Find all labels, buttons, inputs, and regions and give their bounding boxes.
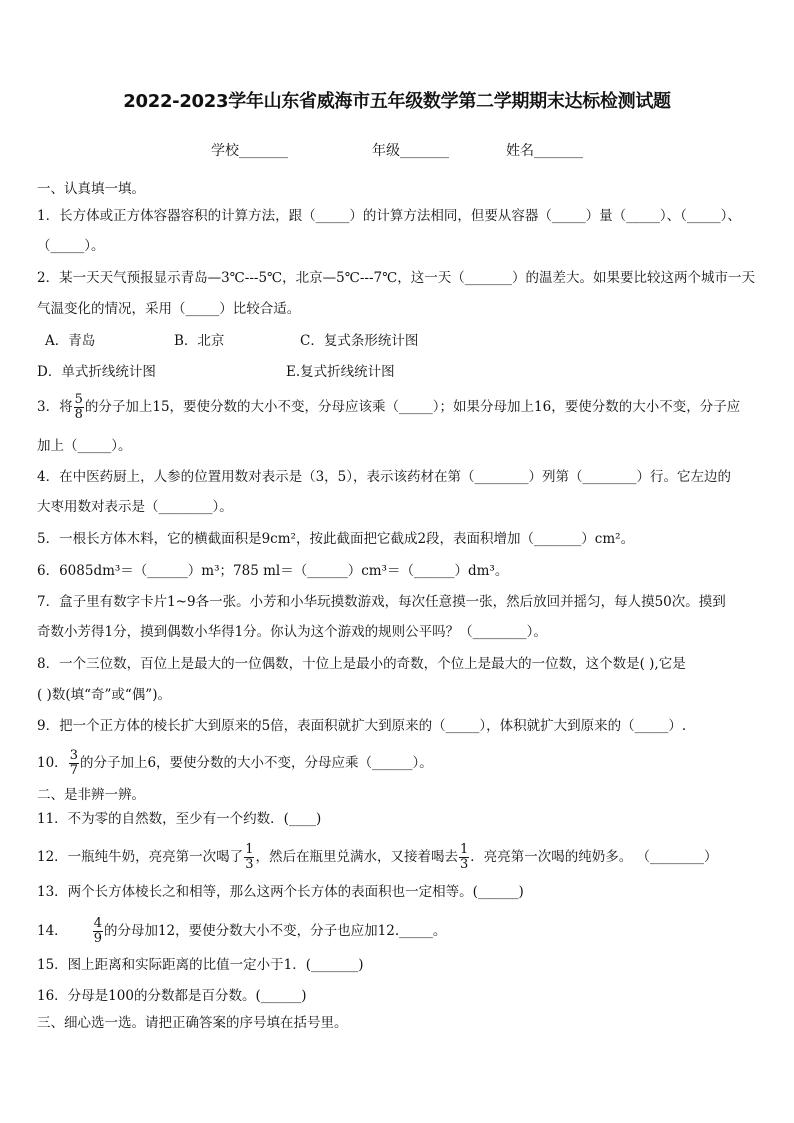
- question-16: 16．分母是100的分数都是百分数。(______): [37, 988, 307, 1004]
- section-2-heading: 二、是非辨一辨。: [37, 787, 145, 803]
- fraction-numerator: 1: [459, 842, 469, 857]
- fraction-numerator: 4: [93, 916, 102, 931]
- fraction-denominator: 7: [69, 763, 78, 778]
- question-2-line-2: 气温变化的情况，采用（_____）比较合适。: [37, 301, 301, 317]
- fraction-denominator: 3: [245, 857, 254, 872]
- school-field: 学校_______: [211, 143, 288, 159]
- fraction-numerator: 5: [74, 392, 83, 407]
- question-10-prefix: 10．: [37, 755, 68, 771]
- question-12-prefix: 12．一瓶纯牛奶，亮亮第一次喝了: [37, 849, 244, 865]
- grade-field: 年级_______: [372, 143, 449, 159]
- section-3-heading: 三、细心选一选。请把正确答案的序号填在括号里。: [37, 1015, 348, 1031]
- question-2-option-c: C．复式条形统计图: [300, 333, 419, 349]
- question-2-option-d: D．单式折线统计图: [37, 364, 156, 380]
- question-3-line-1: [37, 393, 740, 422]
- question-12-middle: ，然后在瓶里兑满水，又接着喝去: [255, 849, 458, 865]
- question-15: 15．图上距离和实际距离的比值一定小于1．(_______): [37, 957, 364, 973]
- question-12-text: ．亮亮第一次喝的纯奶多。 （________）: [470, 849, 718, 865]
- question-3-text: 的分子加上15，要使分数的大小不变，分母应该乘（_____）；如果分母加上16，要使分数的大小不变，分子应: [84, 399, 741, 415]
- question-14-fraction: [93, 917, 103, 946]
- question-2-option-e: E.复式折线统计图: [286, 364, 395, 380]
- question-10: [37, 749, 433, 778]
- question-14-prefix: 14．: [37, 923, 68, 939]
- question-4-line-1: 4．在中医药厨上，人参的位置用数对表示是（3，5），表示该药材在第（________）列第（________）行。它左边的: [37, 469, 732, 485]
- fraction-numerator: 1: [245, 842, 254, 857]
- section-1-heading: 一、认真填一填。: [37, 181, 145, 197]
- question-12-fraction-1: [244, 843, 254, 872]
- question-8-line-1: 8．一个三位数，百位上是最大的一位偶数，十位上是最小的奇数，个位上是最大的一位数，这个数是( ),它是: [37, 656, 686, 672]
- question-7-line-1: 7．盒子里有数字卡片1~9各一张。小芳和小华玩摸数游戏，每次任意摸一张，然后放回并摇匀，每人摸50次。摸到: [37, 594, 726, 610]
- fraction-denominator: 3: [459, 857, 469, 872]
- fraction-numerator: 3: [69, 748, 78, 763]
- question-5: 5．一根长方体木料，它的横截面积是9cm²，按此截面把它截成2段，表面积增加（_______）cm²。: [37, 531, 635, 547]
- question-3-prefix: 3．将: [37, 399, 73, 415]
- question-10-fraction: [69, 749, 79, 778]
- question-8-line-2: ( )数(填“奇”或“偶”)。: [37, 687, 171, 703]
- question-2-line-1: 2．某一天天气预报显示青岛—3℃---5℃，北京—5℃---7℃，这一天（_______）的温差大。如果要比较这两个城市一天: [37, 270, 755, 286]
- question-3-fraction: [74, 393, 84, 422]
- name-field: 姓名_______: [506, 143, 583, 159]
- fraction-denominator: 9: [93, 931, 102, 946]
- page-title: 2022-2023学年山东省威海市五年级数学第二学期期末达标检测试题: [123, 91, 671, 112]
- question-2-option-b: B．北京: [174, 333, 225, 349]
- question-4-line-2: 大枣用数对表示是（________）。: [37, 499, 233, 515]
- fraction-denominator: 8: [74, 407, 83, 422]
- question-10-text: 的分子加上6，要使分数的大小不变，分母应乘（______）。: [79, 755, 433, 771]
- question-3-line-2: 加上（_____）。: [37, 438, 132, 454]
- question-14: [37, 917, 446, 946]
- question-6: 6．6085dm³＝（______）m³；785 ml＝（______）cm³＝（______）dm³。: [37, 563, 509, 579]
- question-7-line-2: 奇数小芳得1分，摸到偶数小华得1分。你认为这个游戏的规则公平吗？（________）。: [37, 624, 547, 640]
- question-13: 13．两个长方体棱长之和相等，那么这两个长方体的表面积也一定相等。(______): [37, 884, 524, 900]
- question-12-fraction-2: [459, 843, 469, 872]
- question-2-option-a: A．青岛: [45, 333, 96, 349]
- question-1-line-2: （_____）。: [37, 238, 105, 254]
- question-1-line-1: 1．长方体或正方体容器容积的计算方法，跟（_____）的计算方法相同，但要从容器（_____）量（_____）、（_____）、: [37, 208, 741, 224]
- question-11: 11．不为零的自然数，至少有一个约数．(____): [37, 811, 322, 827]
- question-14-text: 的分母加12，要使分数大小不变，分子也应加12._____。: [103, 923, 447, 939]
- question-9: 9．把一个正方体的棱长扩大到原来的5倍，表面积就扩大到原来的（_____），体积就扩大到原来的（_____）.: [37, 718, 687, 734]
- question-12: [37, 843, 718, 872]
